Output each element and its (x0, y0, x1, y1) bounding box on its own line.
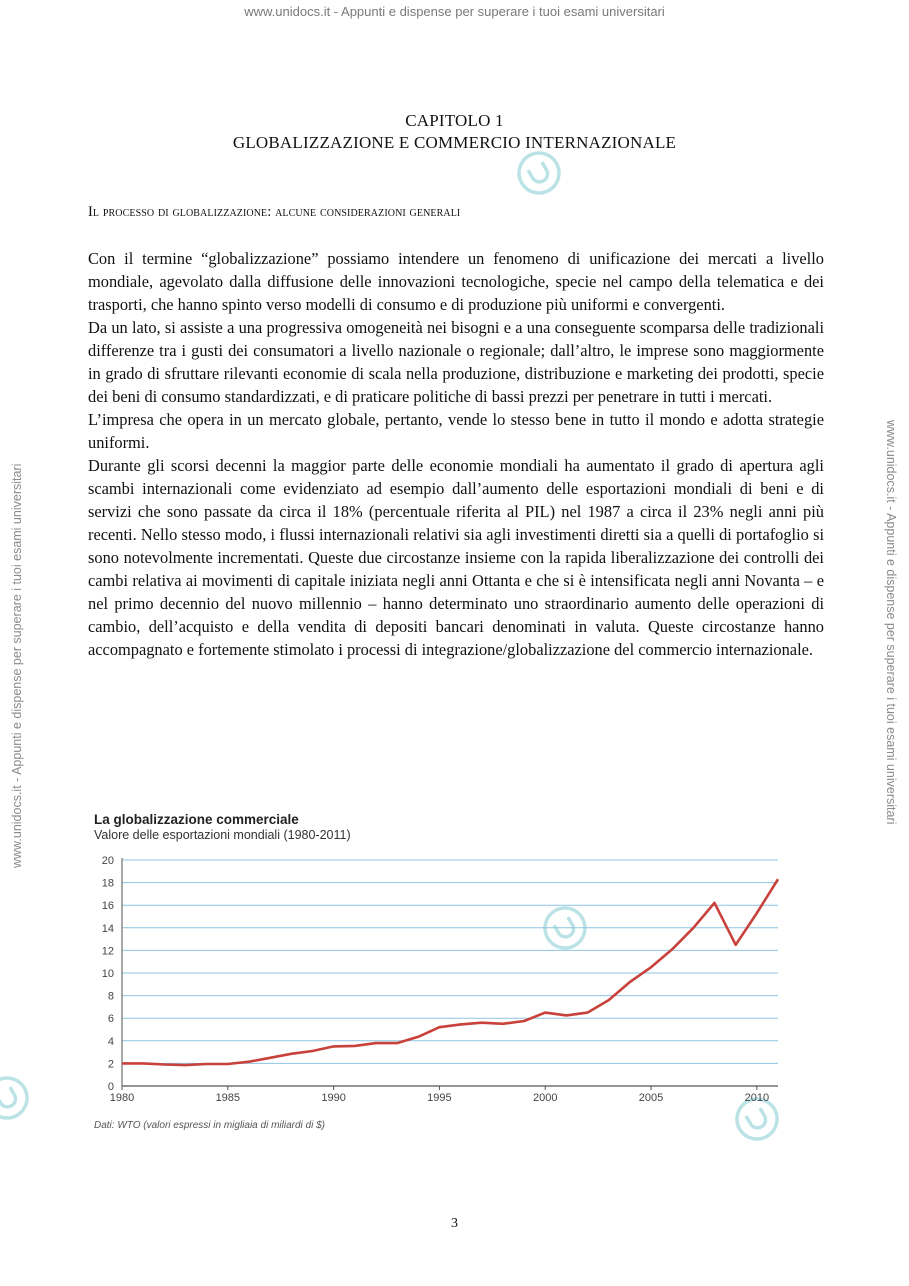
x-tick-label: 1990 (321, 1092, 346, 1104)
chapter-title: GLOBALIZZAZIONE E COMMERCIO INTERNAZIONALE (232, 133, 677, 152)
paragraph-2: Da un lato, si assiste a una progressiva omogeneità nei bisogni e a una conseguente scomparsa delle tradizionali differenze tra i gusti dei consumatori a livello nazionale o regionale; dall’altro, le imprese sono maggiormente in grado di sfruttare rilevanti economie di scala nella produzione, distribuzione e marketing dei prodotti, specie dei beni di consumo standardizzati, e di praticare politiche di bassi prezzi per penetrare in tutti i mercati. (88, 318, 824, 406)
y-tick-label: 6 (107, 1013, 114, 1026)
x-tick-label: 2010 (744, 1092, 770, 1104)
x-tick-label: 1980 (109, 1092, 135, 1104)
y-tick-label: 4 (107, 1035, 114, 1048)
x-tick-label: 2005 (638, 1092, 664, 1104)
y-tick-label: 0 (107, 1081, 114, 1093)
y-tick-label: 2 (107, 1058, 114, 1071)
y-tick-label: 16 (101, 900, 114, 913)
chart-canvas (86, 808, 788, 1138)
watermark-logo-icon (0, 1073, 32, 1123)
chart-subtitle: Valore delle esportazioni mondiali (1980-2011) (94, 828, 351, 842)
chapter-number: CAPITOLO 1 (405, 111, 504, 130)
x-tick-label: 2000 (532, 1092, 558, 1104)
y-tick-label: 20 (101, 855, 114, 867)
y-tick-label: 8 (107, 990, 114, 1003)
export-chart (86, 808, 788, 1138)
paragraph-3: L’impresa che opera in un mercato globale, pertanto, vende lo stesso bene in tutto il mondo e adotta strategie uniformi. (88, 410, 824, 452)
y-tick-label: 14 (101, 922, 114, 935)
watermark-right-banner: www.unidocs.it - Appunti e dispense per superare i tuoi esami universitari (884, 420, 898, 825)
chart-title: La globalizzazione commerciale (94, 812, 299, 827)
watermark-left-banner: www.unidocs.it - Appunti e dispense per superare i tuoi esami universitari (10, 463, 24, 868)
body-text (88, 247, 824, 661)
x-tick-label: 1995 (427, 1092, 452, 1104)
chart-source: Dati: WTO (valori espressi in migliaia di miliardi di $) (94, 1120, 325, 1131)
paragraph-4: Durante gli scorsi decenni la maggior parte delle economie mondiali ha aumentato il grado di apertura agli scambi internazionali come evidenziato ad esempio dall’aumento delle esportazioni mondiali di beni e di servizi che sono passate da circa il 18% (percentuale riferita al PIL) nel 1987 a circa il 23% negli anni più recenti. Nello stesso modo, i flussi internazionali relativi sia agli investimenti diretti sia a quelli di portafoglio si sono notevolmente incrementati. Queste due circostanze insieme con la rapida liberalizzazione dei controlli dei cambi relativa ai movimenti di capitale iniziata negli anni Ottanta e che si è intensificata negli anni Novanta – e nel primo decennio del nuovo millennio – hanno determinato uno straordinario aumento delle operazioni di cambio, dell’acquisto e della vendita di depositi bancari denominati in valuta. Queste circostanze hanno accompagnato e fortemente stimolato i processi di integrazione/globalizzazione del commercio internazionale. (88, 456, 824, 659)
chapter-heading (0, 110, 909, 154)
y-tick-label: 18 (101, 877, 114, 890)
section-heading: Il processo di globalizzazione: alcune considerazioni generali (88, 204, 461, 220)
x-tick-label: 1985 (215, 1092, 241, 1104)
page-number: 3 (451, 1216, 458, 1231)
watermark-logo-icon (514, 148, 564, 198)
watermark-top-banner: www.unidocs.it - Appunti e dispense per superare i tuoi esami universitari (244, 4, 665, 19)
exports-series-line (122, 879, 778, 1065)
y-tick-label: 10 (101, 968, 114, 980)
y-tick-label: 12 (101, 945, 114, 958)
paragraph-1: Con il termine “globalizzazione” possiamo intendere un fenomeno di unificazione dei mercati a livello mondiale, agevolato dalla diffusione delle innovazioni tecnologiche, specie nel campo della telematica e dei trasporti, che hanno spinto verso modelli di consumo e di produzione più uniformi e convergenti. (88, 249, 824, 314)
